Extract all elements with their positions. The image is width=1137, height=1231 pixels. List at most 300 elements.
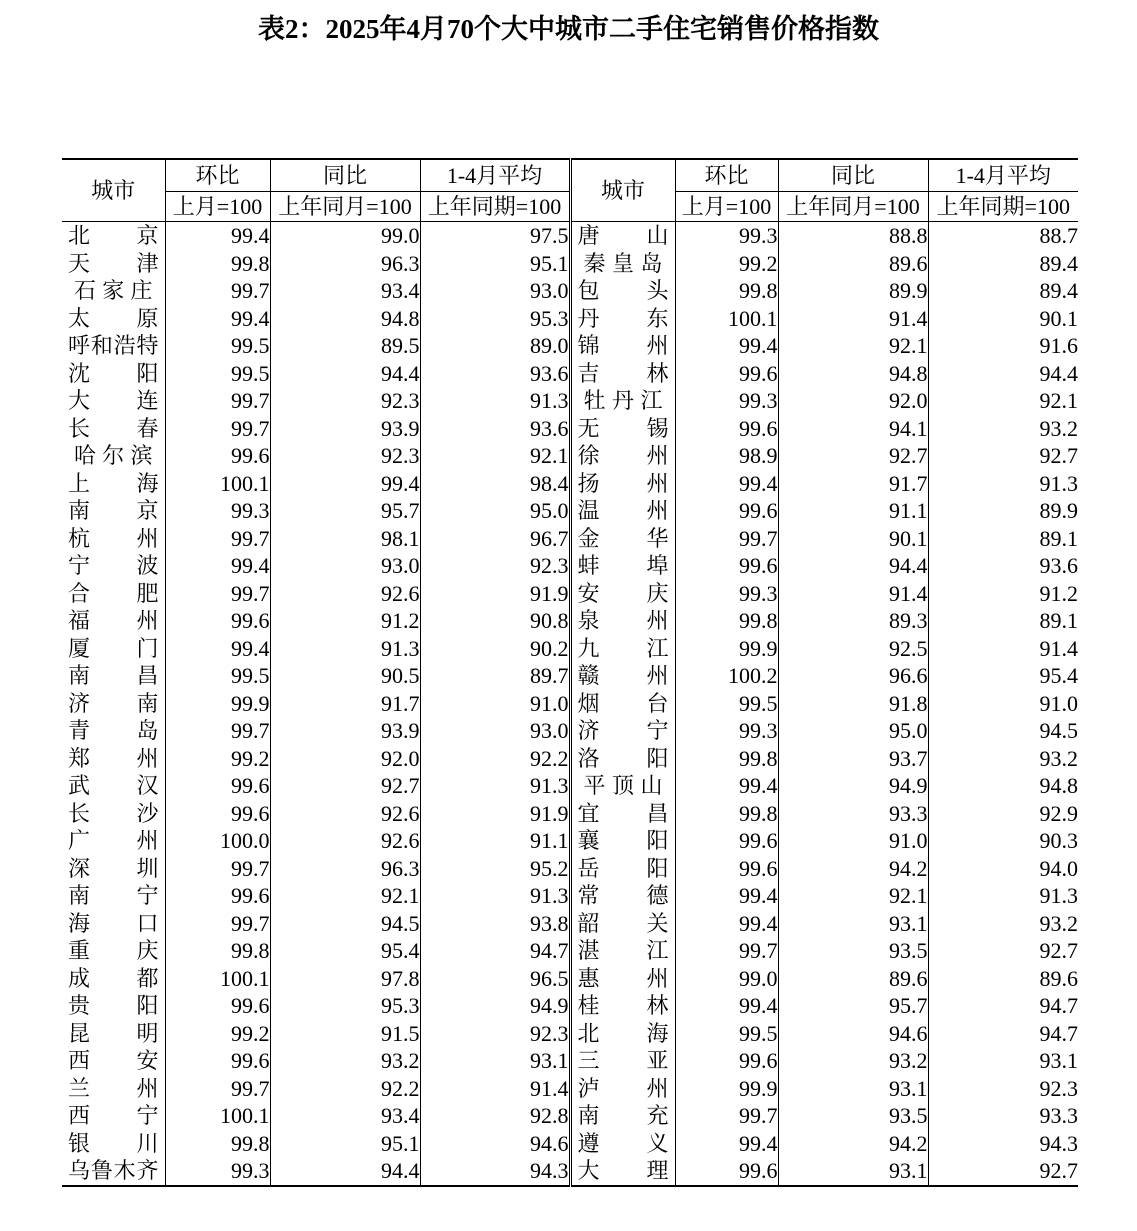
mom-index-left: 99.3 <box>165 1157 270 1186</box>
city-name-text <box>62 772 165 800</box>
city-name-char: 原 <box>136 305 159 331</box>
city-name-char: 岳 <box>577 855 600 881</box>
table-row <box>62 497 1078 525</box>
city-name-char: 州 <box>136 828 159 853</box>
mom-index-right: 99.4 <box>675 910 778 938</box>
avg-index-right: 94.7 <box>928 1020 1078 1048</box>
city-name-char: 深 <box>68 855 91 881</box>
city-name-left <box>62 1157 165 1186</box>
yoy-index-right: 91.8 <box>778 690 928 718</box>
city-name-char: 肥 <box>136 580 159 606</box>
city-name-right <box>570 635 675 663</box>
city-name-char: 南 <box>577 1103 600 1128</box>
city-name-char: 徐 <box>577 443 600 468</box>
city-name-char: 北 <box>68 223 91 248</box>
mom-index-right: 99.9 <box>675 635 778 663</box>
city-name-text <box>572 607 675 635</box>
city-name-right <box>570 1130 675 1158</box>
city-name-char: 沙 <box>136 800 159 826</box>
city-name-text <box>62 1102 165 1130</box>
city-name-char: 木 <box>113 1158 136 1183</box>
city-name-right <box>570 662 675 690</box>
city-name-char: 西 <box>68 1103 91 1128</box>
table-title: 表2：2025年4月70个大中城市二手住宅销售价格指数 <box>258 14 879 44</box>
city-name-left <box>62 745 165 773</box>
table-row <box>62 607 1078 635</box>
city-name-char: 长 <box>68 800 91 826</box>
city-name-char: 南 <box>68 883 91 908</box>
yoy-index-right: 93.2 <box>778 1047 928 1075</box>
yoy-index-right: 93.5 <box>778 1102 928 1130</box>
city-name-char: 阳 <box>136 993 159 1018</box>
city-name-char: 川 <box>136 1130 159 1156</box>
city-name-left <box>62 800 165 828</box>
city-name-text <box>572 800 675 828</box>
yoy-index-right: 92.1 <box>778 882 928 910</box>
table-row <box>62 360 1078 388</box>
yoy-index-left: 94.4 <box>270 1157 420 1186</box>
header-avg-left: 1-4月平均 <box>420 159 570 192</box>
city-name-char: 杭 <box>68 525 91 551</box>
city-name-char: 州 <box>646 663 669 688</box>
city-name-text <box>572 552 675 580</box>
avg-index-left: 92.2 <box>420 745 570 773</box>
city-name-text <box>62 580 165 608</box>
city-name-text <box>62 305 165 333</box>
city-name-char: 青 <box>68 718 91 743</box>
table-row <box>62 552 1078 580</box>
yoy-index-right: 94.9 <box>778 772 928 800</box>
avg-index-left: 91.9 <box>420 800 570 828</box>
mom-index-left: 99.5 <box>165 360 270 388</box>
city-name-char: 厦 <box>68 635 91 661</box>
city-name-char: 赣 <box>577 663 600 688</box>
mom-index-right: 99.0 <box>675 965 778 993</box>
city-name-char: 波 <box>136 553 159 578</box>
city-name-text <box>62 1020 165 1048</box>
yoy-index-left: 93.2 <box>270 1047 420 1075</box>
city-name-right <box>570 1047 675 1075</box>
avg-index-left: 93.8 <box>420 910 570 938</box>
mom-index-right: 99.6 <box>675 1157 778 1186</box>
city-name-char: 泸 <box>577 1075 600 1101</box>
table-row <box>62 525 1078 553</box>
city-name-char: 宁 <box>136 883 159 908</box>
city-name-char: 三 <box>577 1048 600 1073</box>
city-name-char: 州 <box>646 608 669 633</box>
city-name-right <box>570 387 675 415</box>
city-name-char: 常 <box>577 883 600 908</box>
city-name-right <box>570 965 675 993</box>
table-row <box>62 690 1078 718</box>
avg-index-right: 92.1 <box>928 387 1078 415</box>
avg-index-left: 91.3 <box>420 387 570 415</box>
yoy-index-right: 93.7 <box>778 745 928 773</box>
table-row <box>62 1157 1078 1186</box>
city-name-char: 烟 <box>577 690 600 716</box>
table-row <box>62 1102 1078 1130</box>
mom-index-left: 99.7 <box>165 525 270 553</box>
city-name-right <box>570 580 675 608</box>
city-name-left <box>62 827 165 855</box>
avg-index-left: 91.3 <box>420 772 570 800</box>
city-name-char: 华 <box>646 525 669 551</box>
yoy-index-right: 91.1 <box>778 497 928 525</box>
city-name-text <box>572 387 675 415</box>
city-name-char: 泉 <box>577 608 600 633</box>
header-yoy-left: 同比 <box>270 159 420 192</box>
avg-index-left: 96.5 <box>420 965 570 993</box>
city-name-text <box>572 332 675 360</box>
table-row <box>62 470 1078 498</box>
city-name-text <box>62 222 165 250</box>
city-name-right <box>570 222 675 250</box>
city-name-text <box>62 745 165 773</box>
city-name-char: 昌 <box>136 663 159 688</box>
city-name-char: 埠 <box>646 553 669 578</box>
table-row <box>62 800 1078 828</box>
city-name-char: 九 <box>577 635 600 661</box>
city-name-char: 平 <box>583 773 606 798</box>
yoy-index-right: 92.1 <box>778 332 928 360</box>
city-name-text <box>572 305 675 333</box>
city-name-left <box>62 552 165 580</box>
mom-index-right: 99.5 <box>675 1020 778 1048</box>
city-name-char: 京 <box>136 223 159 248</box>
table-row <box>62 305 1078 333</box>
city-name-char: 滨 <box>130 443 153 468</box>
city-name-char: 州 <box>646 333 669 358</box>
city-name-left <box>62 442 165 470</box>
mom-index-left: 99.6 <box>165 800 270 828</box>
mom-index-left: 99.6 <box>165 1047 270 1075</box>
city-name-left <box>62 1020 165 1048</box>
city-name-char: 亚 <box>646 1048 669 1073</box>
city-name-right <box>570 690 675 718</box>
yoy-index-left: 99.0 <box>270 222 420 250</box>
yoy-index-left: 92.3 <box>270 387 420 415</box>
city-name-char: 庄 <box>130 278 153 303</box>
avg-index-right: 93.2 <box>928 910 1078 938</box>
mom-index-right: 99.8 <box>675 607 778 635</box>
city-name-text <box>572 827 675 855</box>
avg-index-left: 91.0 <box>420 690 570 718</box>
city-name-char: 江 <box>640 388 663 413</box>
avg-index-right: 91.4 <box>928 635 1078 663</box>
city-name-char: 宁 <box>136 1103 159 1128</box>
city-name-text <box>572 222 675 250</box>
city-name-left <box>62 525 165 553</box>
avg-index-left: 94.3 <box>420 1157 570 1186</box>
city-name-char: 阳 <box>646 828 669 853</box>
avg-index-right: 89.6 <box>928 965 1078 993</box>
city-name-text <box>62 1075 165 1103</box>
avg-index-right: 94.4 <box>928 360 1078 388</box>
city-name-text <box>572 1020 675 1048</box>
city-name-right <box>570 552 675 580</box>
city-name-char: 牡 <box>583 388 606 413</box>
city-name-text <box>572 497 675 525</box>
mom-index-right: 99.7 <box>675 525 778 553</box>
city-name-char: 明 <box>136 1020 159 1046</box>
yoy-index-right: 92.7 <box>778 442 928 470</box>
table-row <box>62 717 1078 745</box>
avg-index-right: 93.2 <box>928 415 1078 443</box>
city-name-char: 口 <box>136 910 159 936</box>
city-name-text <box>572 360 675 388</box>
header-yoy-base-left: 上年同月=100 <box>270 192 420 222</box>
avg-index-right: 89.1 <box>928 607 1078 635</box>
city-name-text <box>572 717 675 745</box>
city-name-char: 石 <box>74 278 97 303</box>
city-name-char: 锦 <box>577 333 600 358</box>
avg-index-right: 93.2 <box>928 745 1078 773</box>
city-name-char: 北 <box>577 1020 600 1046</box>
city-name-text <box>62 635 165 663</box>
avg-index-right: 92.3 <box>928 1075 1078 1103</box>
header-row-1 <box>62 159 1078 192</box>
city-name-text <box>62 497 165 525</box>
city-name-left <box>62 965 165 993</box>
yoy-index-left: 91.2 <box>270 607 420 635</box>
city-name-left <box>62 332 165 360</box>
mom-index-left: 99.6 <box>165 442 270 470</box>
yoy-index-left: 95.7 <box>270 497 420 525</box>
mom-index-left: 99.7 <box>165 1075 270 1103</box>
yoy-index-right: 94.2 <box>778 1130 928 1158</box>
yoy-index-left: 93.9 <box>270 415 420 443</box>
avg-index-left: 91.3 <box>420 882 570 910</box>
city-name-left <box>62 772 165 800</box>
city-name-char: 海 <box>68 910 91 936</box>
table-row <box>62 387 1078 415</box>
city-name-right <box>570 1020 675 1048</box>
city-name-text <box>62 717 165 745</box>
city-name-right <box>570 277 675 305</box>
mom-index-right: 99.3 <box>675 387 778 415</box>
table-row <box>62 332 1078 360</box>
city-name-char: 韶 <box>577 910 600 936</box>
city-name-char: 州 <box>136 745 159 771</box>
city-name-left <box>62 717 165 745</box>
city-name-text <box>62 332 165 360</box>
city-name-char: 长 <box>68 415 91 441</box>
mom-index-left: 99.7 <box>165 580 270 608</box>
city-name-text <box>572 635 675 663</box>
city-name-char: 庆 <box>646 580 669 606</box>
city-name-char: 桂 <box>577 993 600 1018</box>
city-name-char: 唐 <box>577 223 600 248</box>
mom-index-left: 100.1 <box>165 1102 270 1130</box>
table-row <box>62 772 1078 800</box>
mom-index-left: 99.7 <box>165 910 270 938</box>
yoy-index-left: 92.2 <box>270 1075 420 1103</box>
city-name-right <box>570 745 675 773</box>
mom-index-left: 99.7 <box>165 717 270 745</box>
city-name-char: 丹 <box>611 388 634 413</box>
avg-index-right: 92.9 <box>928 800 1078 828</box>
avg-index-left: 90.8 <box>420 607 570 635</box>
price-index-table <box>62 158 1078 1187</box>
yoy-index-left: 89.5 <box>270 332 420 360</box>
avg-index-left: 95.0 <box>420 497 570 525</box>
city-name-char: 州 <box>136 1075 159 1101</box>
city-name-char: 州 <box>136 525 159 551</box>
mom-index-right: 100.1 <box>675 305 778 333</box>
header-city-right: 城市 <box>570 159 675 222</box>
avg-index-right: 94.8 <box>928 772 1078 800</box>
city-name-char: 东 <box>646 305 669 331</box>
city-name-char: 南 <box>68 663 91 688</box>
city-name-char: 秦 <box>583 250 606 276</box>
yoy-index-right: 91.0 <box>778 827 928 855</box>
city-name-char: 州 <box>646 443 669 468</box>
city-name-right <box>570 497 675 525</box>
city-name-char: 济 <box>68 690 91 716</box>
avg-index-left: 93.6 <box>420 415 570 443</box>
city-name-char: 无 <box>577 415 600 441</box>
city-name-left <box>62 497 165 525</box>
yoy-index-left: 93.4 <box>270 277 420 305</box>
city-name-char: 合 <box>68 580 91 606</box>
mom-index-left: 99.7 <box>165 855 270 883</box>
mom-index-right: 99.2 <box>675 250 778 278</box>
city-name-char: 江 <box>646 635 669 661</box>
yoy-index-left: 94.4 <box>270 360 420 388</box>
avg-index-right: 91.2 <box>928 580 1078 608</box>
city-name-char: 遵 <box>577 1130 600 1156</box>
city-name-left <box>62 277 165 305</box>
yoy-index-left: 92.6 <box>270 827 420 855</box>
city-name-char: 州 <box>646 498 669 523</box>
city-name-text <box>62 387 165 415</box>
city-name-char: 扬 <box>577 470 600 496</box>
header-yoy-base-right: 上年同月=100 <box>778 192 928 222</box>
yoy-index-left: 96.3 <box>270 855 420 883</box>
yoy-index-left: 98.1 <box>270 525 420 553</box>
city-name-left <box>62 305 165 333</box>
avg-index-left: 94.7 <box>420 937 570 965</box>
city-name-char: 鲁 <box>90 1158 113 1183</box>
city-name-char: 蚌 <box>577 553 600 578</box>
city-name-char: 春 <box>136 415 159 441</box>
city-name-char: 门 <box>136 635 159 661</box>
city-name-text <box>62 800 165 828</box>
city-name-char: 兰 <box>68 1075 91 1101</box>
avg-index-right: 92.7 <box>928 442 1078 470</box>
header-avg-right: 1-4月平均 <box>928 159 1078 192</box>
city-name-left <box>62 415 165 443</box>
table-row <box>62 222 1078 250</box>
mom-index-right: 99.4 <box>675 1130 778 1158</box>
city-name-text <box>62 662 165 690</box>
city-name-text <box>62 937 165 965</box>
city-name-char: 浩 <box>113 333 136 358</box>
city-name-char: 江 <box>646 938 669 963</box>
city-name-left <box>62 855 165 883</box>
city-name-char: 南 <box>68 498 91 523</box>
city-name-right <box>570 882 675 910</box>
mom-index-right: 99.3 <box>675 717 778 745</box>
avg-index-left: 90.2 <box>420 635 570 663</box>
avg-index-right: 89.4 <box>928 277 1078 305</box>
mom-index-right: 99.6 <box>675 497 778 525</box>
yoy-index-right: 94.8 <box>778 360 928 388</box>
mom-index-left: 99.7 <box>165 387 270 415</box>
city-name-char: 林 <box>646 360 669 386</box>
avg-index-left: 95.1 <box>420 250 570 278</box>
city-name-text <box>572 525 675 553</box>
header-avg-base-right: 上年同期=100 <box>928 192 1078 222</box>
table-body <box>62 222 1078 1186</box>
city-name-char: 丹 <box>577 305 600 331</box>
city-name-left <box>62 1047 165 1075</box>
mom-index-right: 100.2 <box>675 662 778 690</box>
yoy-index-left: 91.7 <box>270 690 420 718</box>
city-name-left <box>62 882 165 910</box>
city-name-char: 太 <box>68 305 91 331</box>
city-name-char: 宁 <box>68 553 91 578</box>
mom-index-right: 99.6 <box>675 360 778 388</box>
city-name-char: 都 <box>136 965 159 991</box>
city-name-char: 理 <box>646 1158 669 1183</box>
city-name-char: 州 <box>136 608 159 633</box>
city-name-text <box>572 992 675 1020</box>
avg-index-left: 89.0 <box>420 332 570 360</box>
avg-index-left: 95.2 <box>420 855 570 883</box>
city-name-char: 山 <box>640 773 663 798</box>
city-name-left <box>62 635 165 663</box>
yoy-index-right: 93.1 <box>778 1157 928 1186</box>
city-name-char: 州 <box>646 965 669 991</box>
city-name-right <box>570 607 675 635</box>
city-name-char: 吉 <box>577 360 600 386</box>
avg-index-left: 91.9 <box>420 580 570 608</box>
city-name-char: 温 <box>577 498 600 523</box>
city-name-char: 海 <box>646 1020 669 1046</box>
header-mom-left: 环比 <box>165 159 270 192</box>
avg-index-right: 91.0 <box>928 690 1078 718</box>
city-name-right <box>570 937 675 965</box>
header-mom-right: 环比 <box>675 159 778 192</box>
city-name-char: 尔 <box>102 443 125 468</box>
avg-index-right: 91.3 <box>928 470 1078 498</box>
yoy-index-right: 94.2 <box>778 855 928 883</box>
city-name-text <box>62 1047 165 1075</box>
yoy-index-right: 88.8 <box>778 222 928 250</box>
city-name-char: 皇 <box>611 250 634 276</box>
city-name-text <box>572 1102 675 1130</box>
city-name-char: 包 <box>577 278 600 303</box>
table-header <box>62 159 1078 222</box>
mom-index-left: 99.4 <box>165 635 270 663</box>
yoy-index-left: 92.3 <box>270 442 420 470</box>
city-name-char: 重 <box>68 938 91 963</box>
avg-index-left: 94.9 <box>420 992 570 1020</box>
city-name-right <box>570 470 675 498</box>
yoy-index-left: 99.4 <box>270 470 420 498</box>
city-name-right <box>570 415 675 443</box>
table-row <box>62 250 1078 278</box>
mom-index-right: 99.7 <box>675 937 778 965</box>
mom-index-left: 100.0 <box>165 827 270 855</box>
yoy-index-left: 93.0 <box>270 552 420 580</box>
yoy-index-left: 96.3 <box>270 250 420 278</box>
city-name-char: 成 <box>68 965 91 991</box>
mom-index-left: 99.8 <box>165 1130 270 1158</box>
city-name-char: 山 <box>646 223 669 248</box>
avg-index-right: 92.7 <box>928 937 1078 965</box>
